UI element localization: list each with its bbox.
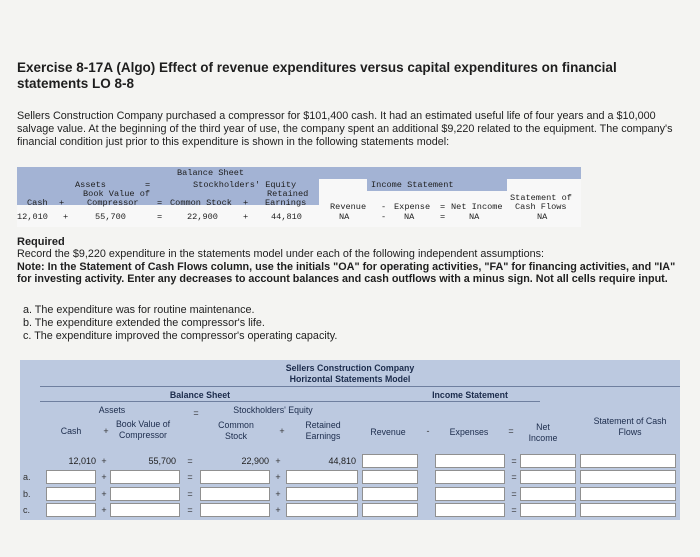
model-plus-1: + (59, 198, 65, 208)
model-net-income-label: Net Income (451, 202, 503, 212)
model-minus-2: - (381, 212, 387, 222)
beg-retained-value: 44,810 (328, 456, 356, 466)
header-minus: - (426, 426, 430, 436)
model-eq-4: = (440, 212, 446, 222)
summary-statements-model (17, 167, 581, 227)
option-b: b. The expenditure extended the compressor's life. (23, 317, 265, 329)
beg-net-income-cell (520, 454, 576, 468)
model-eq-3: = (157, 212, 163, 222)
row-b-plus-1: + (101, 489, 107, 499)
row-b-label: b. (23, 489, 31, 499)
required-heading: Required (17, 236, 65, 248)
model-title: Horizontal Statements Model (289, 374, 411, 384)
row-b-cash-flows-input[interactable] (580, 487, 676, 501)
required-instruction: Record the $9,220 expenditure in the statements model under each of the following independent assumptions: (17, 248, 544, 260)
beg-plus-2: + (275, 456, 281, 466)
beg-plus-1: + (101, 456, 107, 466)
row-b-common-input[interactable] (200, 487, 270, 501)
model-revenue-na: NA (339, 212, 350, 222)
row-c-common-input[interactable] (200, 503, 270, 517)
common-header: Common (218, 420, 254, 430)
row-c-expenses-input[interactable] (435, 503, 505, 517)
row-a-revenue-input[interactable] (362, 470, 418, 484)
horizontal-statements-table (20, 360, 680, 520)
model-cash-label: Cash (27, 198, 48, 208)
row-a-cash-flows-input[interactable] (580, 470, 676, 484)
row-b-eq: = (187, 489, 193, 499)
row-a-retained-input[interactable] (286, 470, 358, 484)
model-minus: - (381, 202, 387, 212)
beg-compressor-value: 55,700 (148, 456, 176, 466)
row-c-eq-2: = (511, 505, 517, 515)
equity-header: Stockholders' Equity (233, 405, 313, 415)
beg-expenses-cell (435, 454, 505, 468)
row-b-revenue-input[interactable] (362, 487, 418, 501)
scf-header-1: Statement of Cash (593, 416, 667, 426)
header-plus-1: + (103, 426, 109, 436)
required-text (17, 248, 691, 286)
row-b-retained-input[interactable] (286, 487, 358, 501)
beg-eq-2: = (511, 456, 517, 466)
compressor-header: Compressor (119, 430, 167, 440)
intro-paragraph: Sellers Construction Company purchased a compressor for $101,400 cash. It had an estimated useful life of four years and a $10,000 salvage value. At the beginning of the third year of use, the company spent an additional $9,220 related to the equipment. The company's financial condition just prior to this expenditure is shown in the following statements model: (17, 110, 673, 148)
row-b-cash-input[interactable] (46, 487, 96, 501)
beg-cash-flows-cell (580, 454, 676, 468)
row-c-label: c. (23, 505, 31, 515)
row-b-expenses-input[interactable] (435, 487, 505, 501)
model-retained-value: 44,810 (271, 212, 302, 222)
model-retained-label: Retained (267, 189, 309, 199)
revenue-header: Revenue (370, 427, 406, 437)
header-eq: = (193, 408, 199, 418)
model-earnings-label: Earnings (265, 198, 307, 208)
beg-cash-value: 12,010 (68, 456, 96, 466)
model-revenue-label: Revenue (330, 202, 367, 212)
row-c-retained-input[interactable] (286, 503, 358, 517)
row-a-compressor-input[interactable] (110, 470, 180, 484)
row-a-plus-1: + (101, 472, 107, 482)
row-a-plus-2: + (275, 472, 281, 482)
row-b-plus-2: + (275, 489, 281, 499)
model-plus-2: + (243, 198, 249, 208)
beg-revenue-cell (362, 454, 418, 468)
row-c-revenue-input[interactable] (362, 503, 418, 517)
model-assets-header: Assets (75, 180, 106, 190)
row-a-label: a. (23, 472, 31, 482)
balance-sheet-header: Balance Sheet (169, 390, 231, 400)
model-plus-4: + (243, 212, 249, 222)
model-net-income-na: NA (469, 212, 480, 222)
earnings-header: Earnings (305, 431, 341, 441)
row-c-net-income-input[interactable] (520, 503, 576, 517)
model-balance-sheet-header: Balance Sheet (177, 168, 245, 178)
stock-header: Stock (224, 431, 247, 441)
row-a-eq-2: = (511, 472, 517, 482)
model-compressor-value: 55,700 (95, 212, 126, 222)
cash-col-header: Cash (60, 426, 82, 436)
row-c-plus-2: + (275, 505, 281, 515)
model-equity-header: Stockholders' Equity (193, 180, 297, 190)
book-value-header: Book Value of (115, 419, 171, 429)
model-book-value-label: Book Value of (83, 189, 151, 199)
model-cash-value: 12,010 (17, 212, 48, 222)
row-c-compressor-input[interactable] (110, 503, 180, 517)
model-eq-top: = (145, 180, 151, 190)
note-text: Note: In the Statement of Cash Flows column, use the initials "OA" for operating activities, "FA" for financing activities, and "IA" for investing activity. Enter any decreases to account balances and cash outflows with a minus sign. Not all cells require input. (17, 260, 676, 285)
row-c-cash-input[interactable] (46, 503, 96, 517)
model-expense-label: Expense (394, 202, 431, 212)
row-a-cash-input[interactable] (46, 470, 96, 484)
model-eq-1: = (157, 198, 163, 208)
row-a-expenses-input[interactable] (435, 470, 505, 484)
option-c: c. The expenditure improved the compressor's operating capacity. (23, 330, 338, 342)
exercise-title: Exercise 8-17A (Algo) Effect of revenue expenditures versus capital expenditures on financial statements LO 8-8 (17, 60, 617, 91)
beg-eq: = (187, 456, 193, 466)
row-c-eq: = (187, 505, 193, 515)
header-plus-2: + (279, 426, 285, 436)
row-a-eq: = (187, 472, 193, 482)
model-cash-flows-label: Cash Flows (515, 202, 567, 212)
assumption-list (23, 304, 337, 343)
option-a: a. The expenditure was for routine maintenance. (23, 304, 255, 316)
beg-common-value: 22,900 (241, 456, 269, 466)
company-name: Sellers Construction Company (285, 363, 415, 373)
expenses-header: Expenses (449, 427, 489, 437)
row-a-net-income-input[interactable] (520, 470, 576, 484)
model-common-value: 22,900 (187, 212, 218, 222)
assets-header: Assets (98, 405, 126, 415)
income-header: Income (528, 433, 558, 443)
row-b-net-income-input[interactable] (520, 487, 576, 501)
row-c-plus-1: + (101, 505, 107, 515)
header-eq-2: = (508, 426, 514, 436)
model-cash-flows-na: NA (537, 212, 548, 222)
row-c-cash-flows-input[interactable] (580, 503, 676, 517)
row-a-common-input[interactable] (200, 470, 270, 484)
net-header: Net (536, 422, 550, 432)
model-expense-na: NA (404, 212, 415, 222)
model-compressor-label: Compressor (87, 198, 139, 208)
model-eq-2: = (440, 202, 446, 212)
model-statement-of-label: Statement of (510, 193, 572, 203)
scf-header-2: Flows (618, 427, 642, 437)
retained-header: Retained (305, 420, 341, 430)
model-common-stock-label: Common Stock (170, 198, 232, 208)
row-b-compressor-input[interactable] (110, 487, 180, 501)
model-plus-3: + (63, 212, 69, 222)
income-statement-header: Income Statement (432, 390, 508, 400)
model-income-statement-header: Income Statement (371, 180, 454, 190)
row-b-eq-2: = (511, 489, 517, 499)
